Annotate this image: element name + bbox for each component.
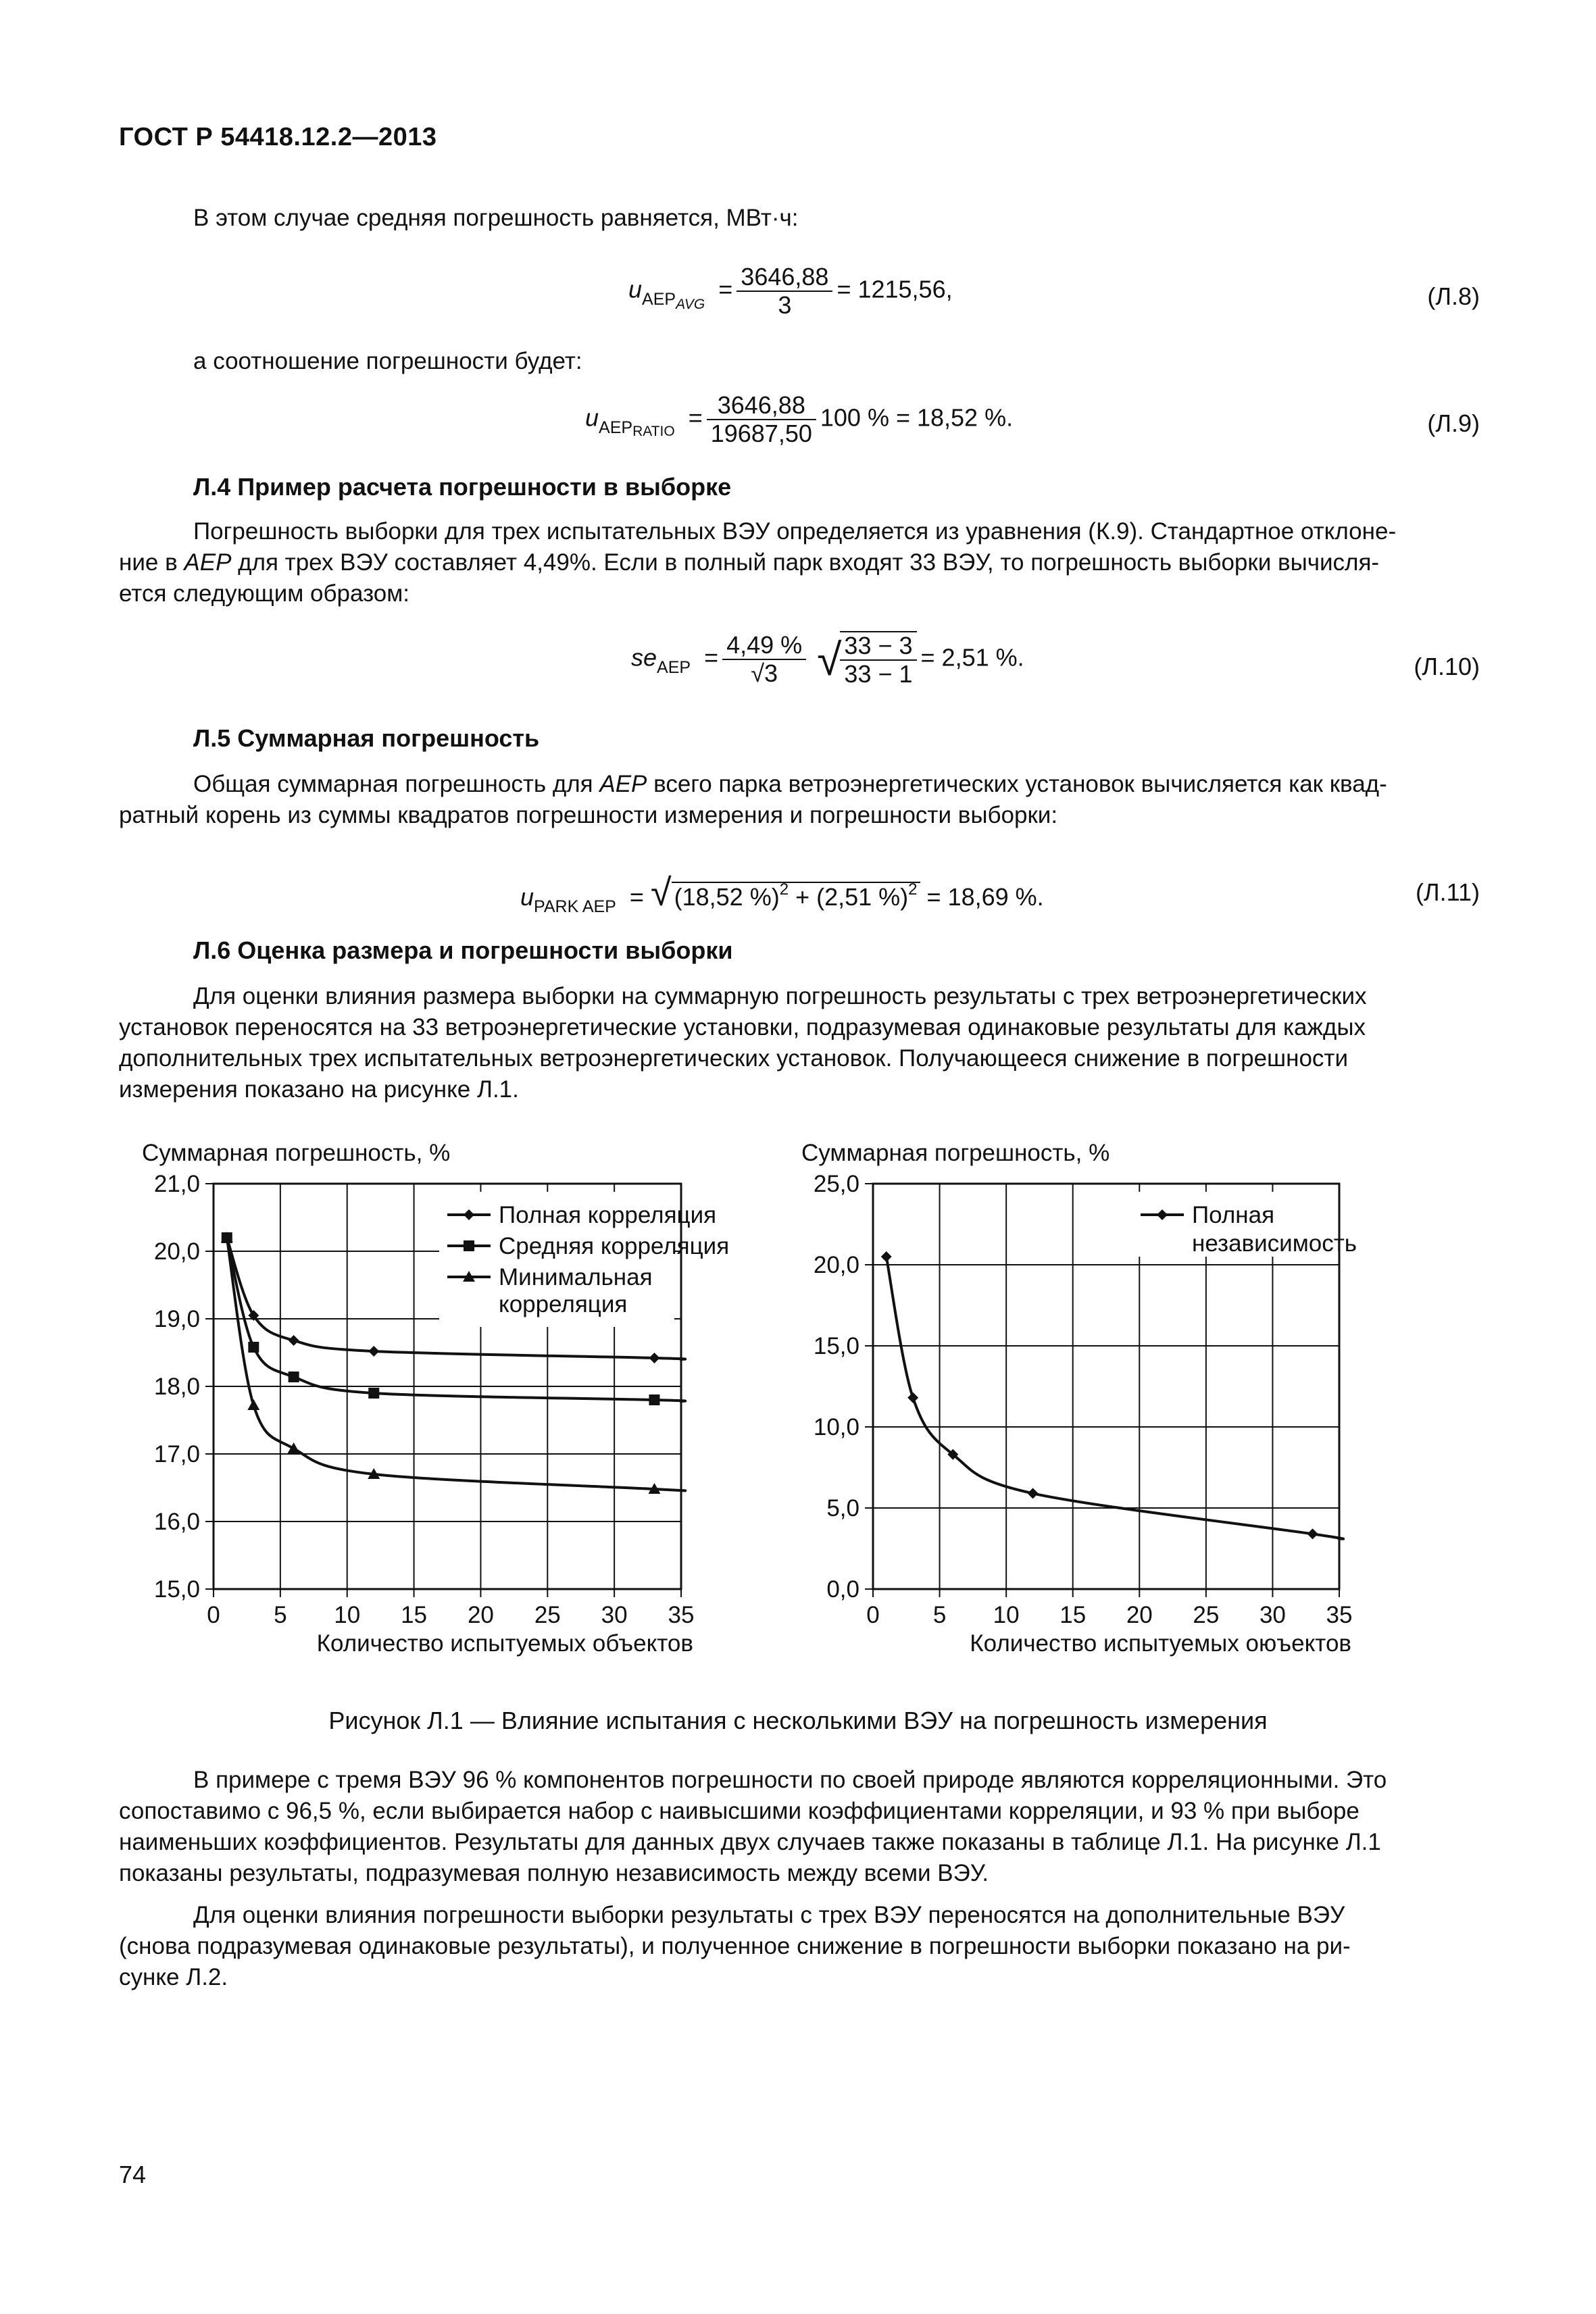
y-tick-label: 16,0: [153, 1509, 200, 1535]
chart-left: [142, 1140, 729, 1657]
paragraph-correlation: В примере с тремя ВЭУ 96 % компонентов погрешности по своей природе являются корреляционными. Это сопоставимо с 96,5 %, если выбирается набор с наивысшими коэффициентами корреляции, и 93 % при выборе наименьших коэффициентов. Результаты для данных двух случаев также показаны в таблице Л.1. На рисунке Л.1 показаны результаты, подразумевая полную независимость между всеми ВЭУ.: [119, 1767, 1387, 1886]
x-tick-label: 15: [401, 1602, 428, 1628]
equation-l8: $u_{AEPAVG}$ = $\frac{3646,88}{3}$ = 1215,56,: [628, 263, 953, 319]
data-point: [1307, 1528, 1318, 1539]
data-point: [368, 1346, 379, 1357]
section-heading-l4: Л.4 Пример расчета погрешности в выборке: [193, 473, 732, 501]
section-heading-l5: Л.5 Суммарная погрешность: [193, 724, 540, 752]
equation-l11-label: (Л.11): [1416, 878, 1480, 906]
figure-l1: [119, 1122, 1497, 1689]
x-tick-label: 10: [993, 1602, 1020, 1628]
y-tick-label: 15,0: [153, 1576, 200, 1603]
y-tick-label: 20,0: [153, 1238, 200, 1265]
section-heading-l6: Л.6 Оценка размера и погрешности выборки: [193, 936, 733, 964]
legend-marker: [464, 1240, 474, 1251]
y-tick-label: 18,0: [153, 1374, 200, 1400]
legend-label: корреляция: [499, 1291, 628, 1317]
paragraph-sample-error: Погрешность выборки для трех испытательных ВЭУ определяется из уравнения (К.9). Стандартное отклоне- ние в AEP для трех ВЭУ составляет 4,49%. Если в полный парк входят 33 ВЭУ, то погрешность выборки вычисля- ется следующим образом:: [119, 518, 1397, 607]
figure-caption: Рисунок Л.1 — Влияние испытания с несколькими ВЭУ на погрешность измерения: [328, 1707, 1268, 1734]
data-point: [881, 1251, 892, 1262]
x-tick-label: 5: [274, 1602, 287, 1628]
data-point: [289, 1372, 299, 1382]
x-tick-label: 25: [1193, 1602, 1220, 1628]
legend-label: независимость: [1192, 1230, 1357, 1257]
x-tick-label: 25: [534, 1602, 561, 1628]
x-tick-label: 0: [866, 1602, 880, 1628]
y-tick-label: 25,0: [813, 1171, 859, 1197]
x-tick-label: 0: [207, 1602, 220, 1628]
x-tick-label: 30: [601, 1602, 628, 1628]
y-tick-label: 19,0: [153, 1306, 200, 1332]
x-axis-label: Количество испытуемых оюъектов: [970, 1630, 1351, 1657]
equation-l9: $u_{AEPRATIO}$ = $\frac{3646,88}{19687,50}$ 100 % = 18,52 %.: [585, 391, 1014, 447]
legend-label: Полная: [1192, 1202, 1275, 1228]
equation-l9-label: (Л.9): [1427, 409, 1480, 437]
data-point: [289, 1335, 299, 1346]
x-axis-label: Количество испытуемых объектов: [316, 1630, 693, 1657]
x-tick-label: 35: [668, 1602, 695, 1628]
x-tick-label: 20: [1126, 1602, 1153, 1628]
paragraph-sample-effect: Для оценки влияния погрешности выборки результаты с трех ВЭУ переносятся на дополнительные ВЭУ (снова подразумевая одинаковые результаты), и полученное снижение в погрешности выборки показано на ри- сунке Л.2.: [119, 1902, 1351, 1990]
x-tick-label: 20: [467, 1602, 494, 1628]
y-tick-label: 5,0: [826, 1495, 859, 1521]
document-header: ГОСТ Р 54418.12.2—2013: [119, 123, 437, 151]
y-tick-label: 20,0: [813, 1252, 859, 1278]
y-tick-label: 0,0: [826, 1576, 859, 1603]
y-axis-label: Суммарная погрешность, %: [142, 1140, 451, 1166]
x-tick-label: 15: [1059, 1602, 1087, 1628]
paragraph-intro: В этом случае средняя погрешность равняется, МВт·ч:: [193, 205, 799, 231]
equation-l10: $se_{AEP}$ = $\frac{4,49 \%}{√3}$ √ $\frac{33 - 3}{33 - 1}$ = 2,51 %.: [631, 631, 1024, 688]
y-tick-label: 10,0: [813, 1414, 859, 1440]
y-tick-label: 15,0: [813, 1333, 859, 1359]
data-point: [288, 1442, 300, 1453]
data-point: [649, 1394, 659, 1405]
chart-right: [801, 1140, 1357, 1657]
data-point: [248, 1342, 259, 1353]
data-point: [907, 1392, 918, 1403]
data-point: [368, 1388, 379, 1399]
equation-l8-label: (Л.8): [1427, 282, 1480, 310]
x-tick-label: 35: [1326, 1602, 1353, 1628]
data-point: [247, 1399, 259, 1410]
equation-l10-label: (Л.10): [1414, 653, 1480, 680]
data-point: [649, 1353, 659, 1363]
y-axis-label: Суммарная погрешность, %: [801, 1140, 1110, 1166]
paragraph-total-error: Общая суммарная погрешность для AEP всего парка ветроэнергетических установок вычисляется как квад- ратный корень из суммы квадратов погрешности измерения и погрешности выборки:: [119, 771, 1387, 828]
y-tick-label: 17,0: [153, 1441, 200, 1467]
page-number: 74: [119, 2161, 147, 2188]
legend-label: Средняя корреляция: [499, 1233, 730, 1259]
legend-label: Полная корреляция: [499, 1202, 717, 1228]
legend-label: Минимальная: [499, 1264, 653, 1290]
paragraph-sample-size: Для оценки влияния размера выборки на суммарную погрешность результаты с трех ветроэнергетических установок переносятся на 33 ветроэнергетические установки, подразумевая одинаковые результаты для каждых дополнительных трех испытательных ветроэнергетических установок. Получающееся снижение в погрешности измерения показано на рисунке Л.1.: [119, 983, 1367, 1103]
y-tick-label: 21,0: [153, 1171, 200, 1197]
x-tick-label: 10: [334, 1602, 361, 1628]
x-tick-label: 30: [1259, 1602, 1286, 1628]
paragraph-ratio: а соотношение погрешности будет:: [193, 348, 582, 374]
equation-l11: $u_{PARK AEP}$ = √ (18,52 %)$^2$ + (2,51 %)$^2$ = 18,69 %.: [520, 871, 1044, 916]
series-line: [887, 1257, 1343, 1539]
x-tick-label: 5: [932, 1602, 947, 1628]
data-point: [1028, 1488, 1039, 1499]
